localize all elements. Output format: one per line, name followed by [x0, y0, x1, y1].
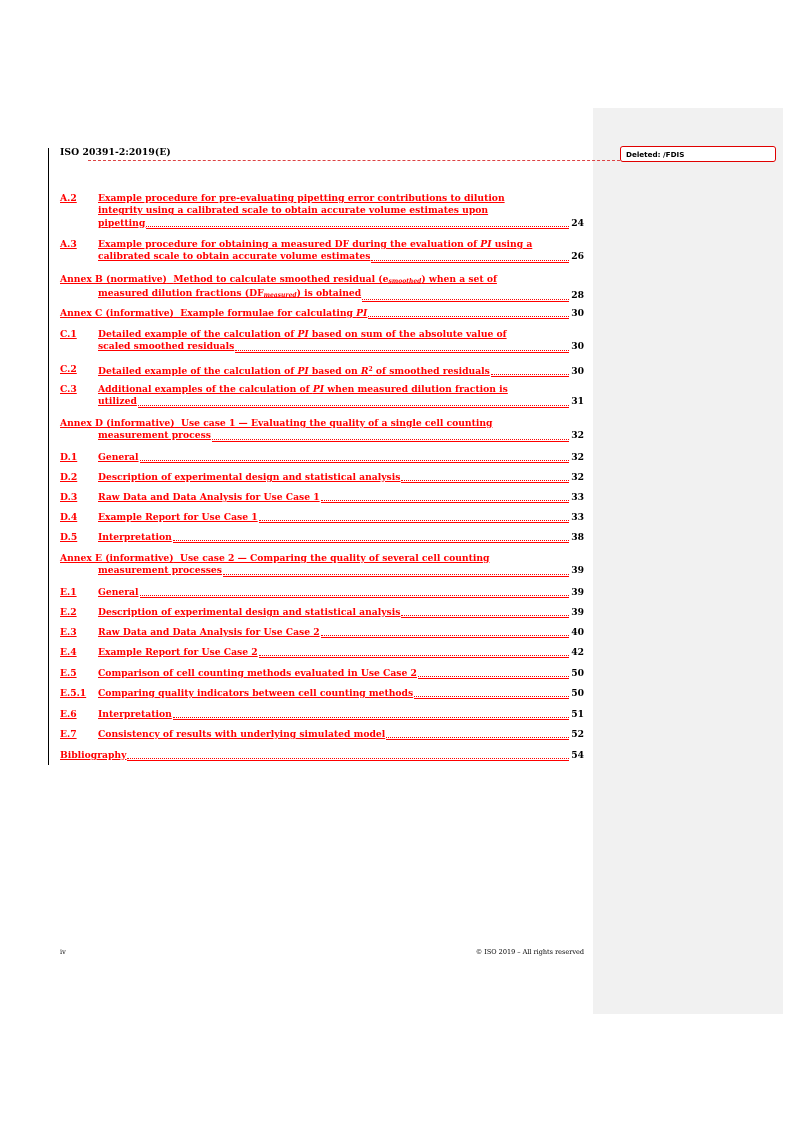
- footer-page-number: iv: [60, 948, 66, 956]
- toc-entry-text: Raw Data and Data Analysis for Use Case 2: [98, 627, 320, 638]
- toc-page-number: 33: [571, 512, 584, 523]
- toc-entry-number: E.4: [60, 647, 77, 658]
- toc-page-number: 51: [571, 709, 584, 720]
- toc-entry[interactable]: [60, 418, 584, 443]
- toc-entry-number: Annex D (informative): [60, 418, 175, 429]
- toc-page-number: 50: [571, 668, 584, 679]
- toc-subscript: measured: [263, 292, 297, 300]
- toc-page-number: 26: [571, 251, 584, 263]
- toc-entry-number: Bibliography: [60, 750, 127, 761]
- comment-leader-line: [88, 160, 620, 161]
- toc-leader-dots: [173, 716, 569, 718]
- toc-leader-dots: [401, 614, 569, 616]
- toc-entry-number: E.3: [60, 627, 77, 638]
- toc-entry-text: Detailed example of the calculation of PI based on $R^2$ of smoothed residuals: [98, 366, 490, 377]
- toc-entry[interactable]: [60, 688, 584, 700]
- toc-entry-text: Description of experimental design and statistical analysis: [98, 472, 401, 483]
- toc-entry-number: C.1: [60, 329, 77, 340]
- toc-entry[interactable]: [60, 627, 584, 639]
- toc-entry-number: E.7: [60, 729, 77, 740]
- toc-leader-dots: [371, 259, 569, 261]
- toc-entry[interactable]: [60, 492, 584, 504]
- toc-leader-dots: [491, 373, 569, 375]
- toc-entry-number: D.2: [60, 472, 78, 483]
- toc-leader-dots: [259, 654, 570, 656]
- toc-leader-dots: [414, 695, 569, 697]
- comment-label: Deleted:: [626, 150, 661, 159]
- toc-leader-dots: [368, 315, 569, 317]
- toc-leader-dots: [386, 736, 569, 738]
- toc-leader-dots: [418, 675, 569, 677]
- toc-entry-number: D.4: [60, 512, 78, 523]
- toc-entry-number: C.3: [60, 384, 77, 395]
- toc-entry[interactable]: [60, 472, 584, 484]
- toc-entry[interactable]: [60, 532, 584, 544]
- toc-entry-text: measurement processes: [98, 565, 222, 577]
- toc-entry-text: General: [98, 587, 139, 598]
- toc-leader-dots: [223, 573, 569, 575]
- toc-entry[interactable]: [60, 553, 584, 578]
- toc-leader-dots: [401, 479, 569, 481]
- toc-entry-text: Description of experimental design and statistical analysis: [98, 607, 401, 618]
- toc-entry-text: Interpretation: [98, 709, 172, 720]
- toc-leader-dots: [321, 634, 570, 636]
- toc-entry-text: ) is obtained: [296, 288, 362, 300]
- toc-entry[interactable]: [60, 452, 584, 464]
- toc-entry-number: E.5.1: [60, 688, 87, 699]
- toc-entry[interactable]: [60, 607, 584, 619]
- comment-balloon[interactable]: [620, 146, 776, 162]
- toc-entry-number: Annex C (informative): [60, 308, 174, 319]
- toc-entry-number: E.6: [60, 709, 77, 720]
- toc-entry-text: calibrated scale to obtain accurate volume estimates: [98, 251, 371, 263]
- toc-entry[interactable]: [60, 193, 584, 230]
- toc-entry[interactable]: [60, 512, 584, 524]
- toc-page-number: 39: [571, 607, 584, 618]
- toc-entry-text: measured dilution fractions (DF: [98, 288, 264, 300]
- toc-entry-text: Interpretation: [98, 532, 172, 543]
- toc-entry-number: E.2: [60, 607, 77, 618]
- toc-subscript: smoothed: [388, 278, 422, 285]
- toc-entry-text: Method to calculate smoothed residual (e: [173, 274, 389, 285]
- toc-entry[interactable]: [60, 750, 584, 762]
- toc-leader-dots: [362, 298, 569, 300]
- toc-page-number: 30: [571, 341, 584, 353]
- toc-entry-text: Comparing quality indicators between cell counting methods: [98, 688, 414, 699]
- toc-entry[interactable]: [60, 709, 584, 721]
- toc-leader-dots: [235, 349, 569, 351]
- toc-leader-dots: [321, 499, 570, 501]
- toc-entry-text: Example Report for Use Case 2: [98, 647, 258, 658]
- toc-entry[interactable]: Annex C (informative) Example formulae for calculating PI 30: [60, 308, 584, 319]
- toc-entry-text: Use case 2 — Comparing the quality of several cell counting: [180, 553, 490, 564]
- toc-page-number: 30: [571, 366, 584, 377]
- toc-page-number: 32: [571, 472, 584, 483]
- toc-entry-number: E.1: [60, 587, 77, 598]
- toc-entry[interactable]: [60, 274, 584, 303]
- toc-page-number: 31: [571, 396, 584, 408]
- toc-entry-text: Example procedure for obtaining a measured DF during the evaluation of PI using a: [98, 239, 533, 250]
- toc-entry-text: measurement process: [98, 430, 211, 442]
- toc-page-number: 54: [571, 750, 584, 761]
- toc-page-number: 32: [571, 452, 584, 463]
- change-bar: [48, 148, 49, 765]
- toc-entry-text: Comparison of cell counting methods evaluated in Use Case 2: [98, 668, 417, 679]
- toc-entry-number: E.5: [60, 668, 77, 679]
- toc-entry[interactable]: [60, 239, 584, 264]
- toc-page-number: 24: [571, 217, 584, 229]
- toc-page-number: 33: [571, 492, 584, 503]
- toc-entry-text: Example Report for Use Case 1: [98, 512, 258, 523]
- toc-entry-number: D.1: [60, 452, 78, 463]
- toc-page-number: 40: [571, 627, 584, 638]
- toc-entry-number: D.3: [60, 492, 78, 503]
- toc-page-number: 52: [571, 729, 584, 740]
- toc-leader-dots: [140, 459, 570, 461]
- toc-entry-number: D.5: [60, 532, 78, 543]
- toc-leader-dots: [212, 438, 569, 440]
- toc-leader-dots: [140, 594, 570, 596]
- toc-entry-number: A.2: [60, 193, 77, 204]
- toc-entry[interactable]: [60, 587, 584, 599]
- toc-entry-text: integrity using a calibrated scale to obtain accurate volume estimates upon: [98, 205, 489, 217]
- toc-entry-number: Annex E (informative): [60, 553, 174, 564]
- toc-page-number: 50: [571, 688, 584, 699]
- toc-leader-dots: [259, 519, 570, 521]
- toc-entry-text: utilized: [98, 396, 137, 408]
- toc-entry-number: A.3: [60, 239, 77, 250]
- toc-entry[interactable]: [60, 329, 584, 354]
- toc-page-number: 42: [571, 647, 584, 658]
- comment-gutter: [593, 108, 783, 1014]
- footer-copyright: © ISO 2019 – All rights reserved: [475, 948, 584, 956]
- toc-entry-text: scaled smoothed residuals: [98, 341, 235, 353]
- page-header: ISO 20391-2:2019(E): [60, 147, 171, 158]
- toc-entry[interactable]: [60, 364, 584, 378]
- toc-page-number: 28: [571, 290, 584, 302]
- toc-entry-text: ) when a set of: [421, 274, 497, 285]
- toc-entry-text: General: [98, 452, 139, 463]
- toc-leader-dots: [138, 404, 569, 406]
- comment-text: /FDIS: [663, 150, 685, 159]
- toc-leader-dots: [146, 225, 569, 227]
- toc-entry-text: Detailed example of the calculation of PI based on sum of the absolute value of: [98, 329, 507, 340]
- toc-entry[interactable]: [60, 729, 584, 741]
- toc-page-number: 39: [571, 565, 584, 577]
- toc-entry[interactable]: [60, 647, 584, 659]
- toc-entry-text: Example procedure for pre-evaluating pipetting error contributions to dilution: [98, 193, 505, 204]
- toc-leader-dots: [173, 539, 569, 541]
- toc-leader-dots: [127, 757, 569, 759]
- toc-superscript: 2: [368, 366, 373, 373]
- toc-page-number: 30: [571, 308, 584, 319]
- toc-page-number: 32: [571, 430, 584, 442]
- toc-entry[interactable]: [60, 384, 584, 409]
- toc-entry-number: Annex B (normative): [60, 274, 167, 285]
- toc-entry-number: C.2: [60, 364, 77, 375]
- toc-page-number: 38: [571, 532, 584, 543]
- toc-entry-text: pipetting: [98, 217, 146, 229]
- toc-entry-text: Use case 1 — Evaluating the quality of a single cell counting: [180, 418, 493, 429]
- toc-entry-text: Consistency of results with underlying simulated model: [98, 729, 386, 740]
- toc-entry[interactable]: [60, 668, 584, 680]
- toc-entry-text: Additional examples of the calculation of PI when measured dilution fraction is: [98, 384, 508, 395]
- toc-page-number: 39: [571, 587, 584, 598]
- toc-entry-text: Raw Data and Data Analysis for Use Case 1: [98, 492, 320, 503]
